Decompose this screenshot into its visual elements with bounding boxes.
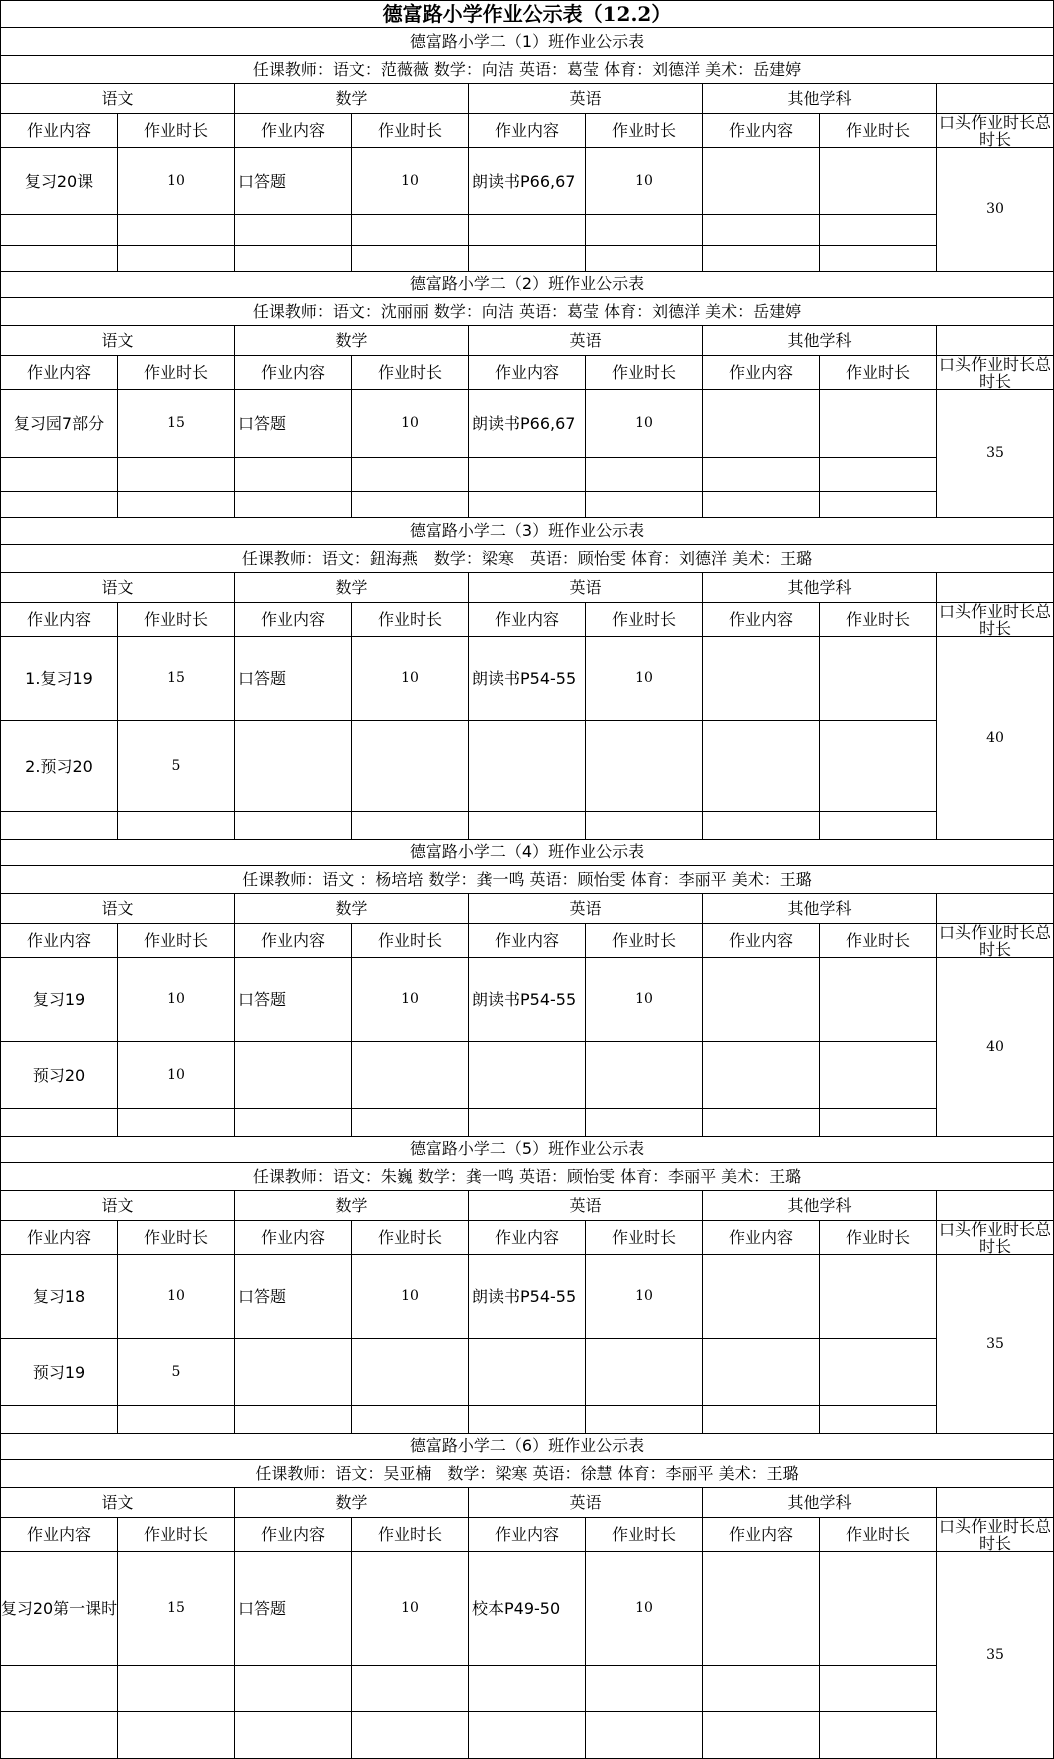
homework-cell [352,1406,469,1434]
homework-cell: 10 [118,148,235,215]
duration-header: 作业时长 [352,356,469,390]
homework-cell [820,1552,937,1666]
total-time: 35 [937,1552,1054,1759]
homework-cell [586,1339,703,1406]
subject-header: 语文 [0,326,235,356]
homework-cell [820,721,937,812]
total-time: 40 [937,637,1054,840]
homework-cell [352,492,469,518]
homework-cell [469,246,586,272]
subject-header: 英语 [469,326,703,356]
homework-cell: 10 [586,390,703,458]
oral-total-header: 口头作业时长总时长 [937,603,1054,637]
homework-cell [703,1255,820,1339]
duration-header: 作业时长 [118,1221,235,1255]
duration-header: 作业时长 [586,1518,703,1552]
homework-cell [352,246,469,272]
homework-cell [820,148,937,215]
content-header: 作业内容 [0,603,118,637]
homework-cell [0,1109,118,1137]
content-header: 作业内容 [469,1518,586,1552]
total-time: 30 [937,148,1054,272]
content-header: 作业内容 [0,114,118,148]
homework-cell: 口答题 [235,958,352,1042]
homework-cell [235,721,352,812]
duration-header: 作业时长 [586,603,703,637]
oral-total-header: 口头作业时长总时长 [937,356,1054,390]
homework-cell: 15 [118,637,235,721]
homework-cell [586,1406,703,1434]
homework-cell: 复习园7部分 [0,390,118,458]
homework-cell [0,458,118,492]
homework-cell: 10 [586,958,703,1042]
subject-header: 语文 [0,84,235,114]
homework-cell [703,1712,820,1759]
homework-cell: 10 [586,148,703,215]
homework-cell [820,458,937,492]
duration-header: 作业时长 [118,1518,235,1552]
homework-cell [352,1712,469,1759]
teacher-list: 任课教师：语文：鈕海燕 数学：梁寒 英语：顾怡雯 体育：刘德洋 美术：王璐 [0,545,1054,573]
blank-corner [937,1488,1054,1518]
homework-cell [703,1406,820,1434]
content-header: 作业内容 [0,1518,118,1552]
homework-cell: 1.复习19 [0,637,118,721]
homework-cell: 口答题 [235,390,352,458]
homework-cell [469,1339,586,1406]
homework-cell [820,492,937,518]
homework-cell [820,1109,937,1137]
duration-header: 作业时长 [586,114,703,148]
subject-header: 数学 [235,1191,469,1221]
oral-total-header: 口头作业时长总时长 [937,1518,1054,1552]
homework-cell [703,215,820,246]
homework-cell [469,1109,586,1137]
homework-cell [820,1042,937,1109]
sheet-title: 德富路小学作业公示表（12.2） [0,0,1054,28]
duration-header: 作业时长 [586,1221,703,1255]
homework-cell [820,215,937,246]
duration-header: 作业时长 [586,924,703,958]
homework-cell [586,215,703,246]
content-header: 作业内容 [703,356,820,390]
duration-header: 作业时长 [820,1221,937,1255]
homework-cell [235,246,352,272]
homework-cell [820,637,937,721]
homework-cell [586,812,703,840]
duration-header: 作业时长 [820,356,937,390]
homework-cell [469,812,586,840]
homework-cell [0,1712,118,1759]
blank-corner [937,894,1054,924]
subject-header: 数学 [235,326,469,356]
class-title: 德富路小学二（1）班作业公示表 [0,28,1054,56]
homework-cell [820,1666,937,1712]
homework-cell [820,1712,937,1759]
content-header: 作业内容 [703,1518,820,1552]
content-header: 作业内容 [469,356,586,390]
subject-header: 语文 [0,573,235,603]
total-time: 40 [937,958,1054,1137]
duration-header: 作业时长 [352,114,469,148]
content-header: 作业内容 [469,1221,586,1255]
homework-cell [820,246,937,272]
homework-cell [820,812,937,840]
homework-cell: 10 [352,637,469,721]
homework-cell: 复习19 [0,958,118,1042]
homework-cell [469,721,586,812]
content-header: 作业内容 [0,924,118,958]
subject-header: 英语 [469,573,703,603]
subject-header: 语文 [0,1488,235,1518]
subject-header: 其他学科 [703,573,937,603]
subject-header: 英语 [469,1488,703,1518]
total-time: 35 [937,390,1054,518]
homework-cell: 口答题 [235,637,352,721]
homework-cell [235,492,352,518]
duration-header: 作业时长 [352,1221,469,1255]
homework-cell [703,1109,820,1137]
content-header: 作业内容 [703,1221,820,1255]
homework-cell [586,1712,703,1759]
homework-cell [586,721,703,812]
homework-cell: 10 [586,637,703,721]
blank-corner [937,1191,1054,1221]
homework-cell [0,246,118,272]
homework-cell: 复习20第一课时 [0,1552,118,1666]
teacher-list: 任课教师：语文：吴亚楠 数学：梁寒 英语：徐慧 体育：李丽平 美术：王璐 [0,1460,1054,1488]
duration-header: 作业时长 [820,603,937,637]
homework-cell [118,215,235,246]
content-header: 作业内容 [235,356,352,390]
homework-cell [820,1255,937,1339]
homework-cell [352,458,469,492]
homework-cell: 5 [118,1339,235,1406]
homework-cell [235,1042,352,1109]
content-header: 作业内容 [703,924,820,958]
content-header: 作业内容 [235,603,352,637]
homework-cell [235,215,352,246]
subject-header: 数学 [235,573,469,603]
teacher-list: 任课教师：语文：范薇薇 数学：向洁 英语：葛莹 体育：刘德洋 美术：岳建婷 [0,56,1054,84]
homework-cell [586,458,703,492]
content-header: 作业内容 [0,1221,118,1255]
homework-cell: 复习18 [0,1255,118,1339]
blank-corner [937,573,1054,603]
homework-cell: 5 [118,721,235,812]
homework-cell: 10 [352,1552,469,1666]
duration-header: 作业时长 [352,1518,469,1552]
homework-cell: 10 [586,1552,703,1666]
homework-cell [586,1042,703,1109]
homework-cell: 朗读书P54-55 [469,1255,586,1339]
homework-cell [703,390,820,458]
oral-total-header: 口头作业时长总时长 [937,114,1054,148]
duration-header: 作业时长 [352,924,469,958]
subject-header: 其他学科 [703,1191,937,1221]
homework-cell [820,390,937,458]
homework-cell [703,492,820,518]
homework-cell [703,246,820,272]
homework-cell [469,1712,586,1759]
duration-header: 作业时长 [118,924,235,958]
homework-cell: 口答题 [235,1255,352,1339]
homework-cell: 2.预习20 [0,721,118,812]
homework-cell [352,1109,469,1137]
duration-header: 作业时长 [118,114,235,148]
homework-cell: 预习19 [0,1339,118,1406]
homework-cell [352,1339,469,1406]
homework-cell [118,1109,235,1137]
subject-header: 数学 [235,1488,469,1518]
homework-cell: 校本P49-50 [469,1552,586,1666]
homework-cell [235,1666,352,1712]
duration-header: 作业时长 [118,603,235,637]
homework-cell: 10 [586,1255,703,1339]
homework-cell [703,458,820,492]
subject-header: 其他学科 [703,326,937,356]
homework-cell [352,215,469,246]
homework-cell: 10 [352,390,469,458]
homework-cell [469,1406,586,1434]
homework-cell [703,958,820,1042]
blank-corner [937,326,1054,356]
homework-cell [703,1042,820,1109]
homework-cell [703,1339,820,1406]
homework-cell: 朗读书P54-55 [469,958,586,1042]
homework-cell [703,721,820,812]
homework-cell: 10 [118,1255,235,1339]
teacher-list: 任课教师：语文：朱巍 数学：龚一鸣 英语：顾怡雯 体育：李丽平 美术：王璐 [0,1163,1054,1191]
content-header: 作业内容 [703,603,820,637]
homework-cell [352,721,469,812]
content-header: 作业内容 [235,114,352,148]
homework-cell [235,458,352,492]
subject-header: 其他学科 [703,1488,937,1518]
homework-cell: 复习20课 [0,148,118,215]
homework-cell: 10 [118,958,235,1042]
class-title: 德富路小学二（6）班作业公示表 [0,1432,1054,1460]
homework-cell [235,1406,352,1434]
subject-header: 其他学科 [703,894,937,924]
homework-cell: 朗读书P54-55 [469,637,586,721]
homework-cell [703,1552,820,1666]
homework-cell [586,246,703,272]
subject-header: 英语 [469,84,703,114]
content-header: 作业内容 [235,1518,352,1552]
homework-cell [820,1406,937,1434]
content-header: 作业内容 [469,924,586,958]
homework-cell: 15 [118,1552,235,1666]
homework-cell: 10 [352,148,469,215]
oral-total-header: 口头作业时长总时长 [937,924,1054,958]
homework-cell [820,1339,937,1406]
homework-cell: 10 [118,1042,235,1109]
homework-cell [469,1042,586,1109]
homework-cell [820,958,937,1042]
homework-cell [352,1666,469,1712]
subject-header: 英语 [469,1191,703,1221]
duration-header: 作业时长 [820,114,937,148]
duration-header: 作业时长 [352,603,469,637]
homework-cell: 10 [352,1255,469,1339]
homework-cell [118,812,235,840]
content-header: 作业内容 [703,114,820,148]
homework-cell [0,215,118,246]
subject-header: 语文 [0,1191,235,1221]
content-header: 作业内容 [469,114,586,148]
subject-header: 其他学科 [703,84,937,114]
homework-cell [118,1666,235,1712]
homework-cell [0,812,118,840]
homework-cell: 10 [352,958,469,1042]
content-header: 作业内容 [235,1221,352,1255]
homework-cell [235,1109,352,1137]
homework-cell [586,492,703,518]
homework-cell [118,1406,235,1434]
content-header: 作业内容 [469,603,586,637]
homework-cell [469,492,586,518]
homework-cell [352,812,469,840]
homework-cell [703,812,820,840]
subject-header: 英语 [469,894,703,924]
duration-header: 作业时长 [820,924,937,958]
homework-cell: 口答题 [235,148,352,215]
homework-cell [703,637,820,721]
homework-cell [586,1109,703,1137]
homework-cell [118,1712,235,1759]
teacher-list: 任课教师：语文：沈丽丽 数学：向洁 英语：葛莹 体育：刘德洋 美术：岳建婷 [0,298,1054,326]
duration-header: 作业时长 [820,1518,937,1552]
subject-header: 数学 [235,894,469,924]
homework-cell: 预习20 [0,1042,118,1109]
homework-cell [118,458,235,492]
homework-cell: 朗读书P66,67 [469,390,586,458]
homework-cell [235,812,352,840]
oral-total-header: 口头作业时长总时长 [937,1221,1054,1255]
homework-cell [469,215,586,246]
homework-cell [0,1666,118,1712]
content-header: 作业内容 [235,924,352,958]
class-title: 德富路小学二（4）班作业公示表 [0,838,1054,866]
homework-cell [469,458,586,492]
homework-cell [469,1666,586,1712]
homework-cell [0,492,118,518]
homework-cell [703,1666,820,1712]
homework-cell [235,1712,352,1759]
duration-header: 作业时长 [118,356,235,390]
homework-cell [235,1339,352,1406]
homework-cell [118,246,235,272]
homework-cell [352,1042,469,1109]
class-title: 德富路小学二（2）班作业公示表 [0,270,1054,298]
homework-cell [118,492,235,518]
homework-cell: 朗读书P66,67 [469,148,586,215]
homework-cell [586,1666,703,1712]
homework-cell [0,1406,118,1434]
homework-cell [703,148,820,215]
total-time: 35 [937,1255,1054,1434]
class-title: 德富路小学二（3）班作业公示表 [0,517,1054,545]
class-title: 德富路小学二（5）班作业公示表 [0,1135,1054,1163]
homework-cell: 口答题 [235,1552,352,1666]
content-header: 作业内容 [0,356,118,390]
teacher-list: 任课教师：语文 ：杨培培 数学：龚一鸣 英语：顾怡雯 体育：李丽平 美术：王璐 [0,866,1054,894]
blank-corner [937,84,1054,114]
duration-header: 作业时长 [586,356,703,390]
subject-header: 语文 [0,894,235,924]
homework-cell: 15 [118,390,235,458]
subject-header: 数学 [235,84,469,114]
